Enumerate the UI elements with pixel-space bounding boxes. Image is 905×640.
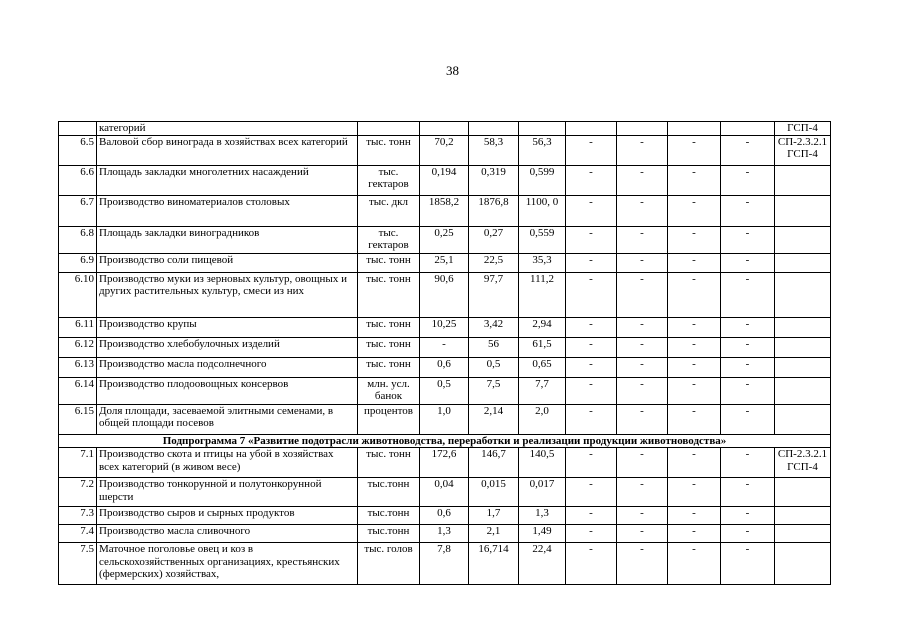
- dash-cell: -: [721, 165, 775, 195]
- dash-cell: -: [566, 337, 617, 357]
- value-cell: 1,3: [420, 525, 469, 543]
- row-number: 6.11: [59, 317, 97, 337]
- note-cell: [775, 195, 831, 226]
- unit-cell: тыс. тонн: [358, 317, 420, 337]
- value-cell: 90,6: [420, 272, 469, 317]
- value-cell: 1876,8: [469, 195, 519, 226]
- row-number: 7.2: [59, 478, 97, 507]
- indicator-name: Площадь закладки виноградников: [97, 226, 358, 253]
- note-cell: [775, 543, 831, 585]
- note-cell: [775, 253, 831, 272]
- dash-cell: [566, 122, 617, 136]
- table-row: [59, 195, 831, 226]
- value-cell: 146,7: [469, 448, 519, 478]
- dash-cell: [668, 122, 721, 136]
- unit-cell: тыс. тонн: [358, 253, 420, 272]
- value-cell: 0,599: [519, 165, 566, 195]
- value-cell: 0,04: [420, 478, 469, 507]
- value-cell: 0,6: [420, 507, 469, 525]
- dash-cell: -: [617, 377, 668, 404]
- table-row: [59, 317, 831, 337]
- unit-cell: тыс. тонн: [358, 337, 420, 357]
- dash-cell: -: [721, 195, 775, 226]
- dash-cell: -: [668, 253, 721, 272]
- row-number: 6.8: [59, 226, 97, 253]
- table-row: [59, 272, 831, 317]
- table-row: [59, 377, 831, 404]
- value-cell: 1,0: [420, 404, 469, 434]
- dash-cell: -: [668, 165, 721, 195]
- unit-cell: процентов: [358, 404, 420, 434]
- value-cell: 1,49: [519, 525, 566, 543]
- dash-cell: -: [721, 135, 775, 165]
- dash-cell: -: [721, 478, 775, 507]
- dash-cell: -: [566, 525, 617, 543]
- dash-cell: -: [668, 317, 721, 337]
- dash-cell: -: [617, 272, 668, 317]
- dash-cell: -: [617, 135, 668, 165]
- value-cell: 1100, 0: [519, 195, 566, 226]
- dash-cell: -: [668, 525, 721, 543]
- dash-cell: -: [617, 253, 668, 272]
- indicator-name: Валовой сбор винограда в хозяйствах всех категорий: [97, 135, 358, 165]
- indicator-name: Доля площади, засеваемой элитными семенами, в общей площади посевов: [97, 404, 358, 434]
- dash-cell: -: [668, 543, 721, 585]
- unit-cell: тыс. голов: [358, 543, 420, 585]
- value-cell: 0,65: [519, 357, 566, 377]
- table-row: [59, 507, 831, 525]
- dash-cell: -: [566, 543, 617, 585]
- value-cell: 7,5: [469, 377, 519, 404]
- dash-cell: -: [566, 135, 617, 165]
- row-number: 6.5: [59, 135, 97, 165]
- value-cell: 1,3: [519, 507, 566, 525]
- row-number: [59, 122, 97, 136]
- value-cell: 0,015: [469, 478, 519, 507]
- dash-cell: -: [668, 377, 721, 404]
- table-row: [59, 226, 831, 253]
- note-cell: [775, 272, 831, 317]
- row-number: 6.6: [59, 165, 97, 195]
- table-row: [59, 478, 831, 507]
- unit-cell: тыс. тонн: [358, 272, 420, 317]
- value-cell: [469, 122, 519, 136]
- table-row: [59, 165, 831, 195]
- subprogram-header-row: [59, 434, 831, 448]
- dash-cell: -: [566, 195, 617, 226]
- dash-cell: -: [617, 404, 668, 434]
- value-cell: 0,017: [519, 478, 566, 507]
- dash-cell: [617, 122, 668, 136]
- value-cell: 0,319: [469, 165, 519, 195]
- value-cell: 0,25: [420, 226, 469, 253]
- value-cell: 35,3: [519, 253, 566, 272]
- dash-cell: -: [721, 272, 775, 317]
- dash-cell: -: [566, 478, 617, 507]
- dash-cell: -: [721, 448, 775, 478]
- note-cell: [775, 165, 831, 195]
- dash-cell: -: [668, 226, 721, 253]
- row-number: 6.12: [59, 337, 97, 357]
- dash-cell: -: [566, 272, 617, 317]
- value-cell: [519, 122, 566, 136]
- table-row: [59, 543, 831, 585]
- dash-cell: -: [566, 448, 617, 478]
- dash-cell: -: [721, 357, 775, 377]
- value-cell: 70,2: [420, 135, 469, 165]
- value-cell: 0,559: [519, 226, 566, 253]
- value-cell: 0,27: [469, 226, 519, 253]
- table-row: [59, 357, 831, 377]
- row-number: 7.1: [59, 448, 97, 478]
- dash-cell: -: [617, 507, 668, 525]
- dash-cell: -: [566, 507, 617, 525]
- dash-cell: -: [617, 478, 668, 507]
- dash-cell: -: [721, 507, 775, 525]
- table-row: [59, 525, 831, 543]
- dash-cell: -: [668, 404, 721, 434]
- dash-cell: -: [721, 377, 775, 404]
- dash-cell: -: [617, 226, 668, 253]
- unit-cell: тыс. гектаров: [358, 226, 420, 253]
- table-row: [59, 404, 831, 434]
- note-cell: [775, 404, 831, 434]
- unit-cell: тыс.тонн: [358, 507, 420, 525]
- value-cell: 22,5: [469, 253, 519, 272]
- dash-cell: -: [617, 337, 668, 357]
- unit-cell: тыс.тонн: [358, 525, 420, 543]
- dash-cell: -: [566, 165, 617, 195]
- value-cell: 0,6: [420, 357, 469, 377]
- note-cell: СП-2.3.2.1 ГСП-4: [775, 448, 831, 478]
- indicator-name: Производство сыров и сырных продуктов: [97, 507, 358, 525]
- value-cell: 16,714: [469, 543, 519, 585]
- dash-cell: -: [617, 165, 668, 195]
- dash-cell: -: [721, 543, 775, 585]
- dash-cell: -: [668, 357, 721, 377]
- dash-cell: -: [721, 404, 775, 434]
- indicator-name: Производство муки из зерновых культур, овощных и других растительных культур, смеси из них: [97, 272, 358, 317]
- indicator-name: Производство плодоовощных консервов: [97, 377, 358, 404]
- indicator-name: Производство масла подсолнечного: [97, 357, 358, 377]
- row-number: 6.13: [59, 357, 97, 377]
- note-cell: СП-2.3.2.1 ГСП-4: [775, 135, 831, 165]
- unit-cell: тыс. тонн: [358, 357, 420, 377]
- page-number: 38: [446, 63, 459, 78]
- row-number: 7.4: [59, 525, 97, 543]
- dash-cell: -: [668, 448, 721, 478]
- row-number: 7.5: [59, 543, 97, 585]
- dash-cell: -: [617, 448, 668, 478]
- note-cell: [775, 478, 831, 507]
- indicator-name: Производство соли пищевой: [97, 253, 358, 272]
- note-cell: [775, 317, 831, 337]
- value-cell: [420, 122, 469, 136]
- value-cell: 97,7: [469, 272, 519, 317]
- table-row: [59, 253, 831, 272]
- unit-cell: тыс. гектаров: [358, 165, 420, 195]
- value-cell: 25,1: [420, 253, 469, 272]
- dash-cell: -: [566, 377, 617, 404]
- indicator-name: категорий: [97, 122, 358, 136]
- indicator-name: Производство тонкорунной и полутонкорунной шерсти: [97, 478, 358, 507]
- dash-cell: -: [721, 253, 775, 272]
- value-cell: -: [420, 337, 469, 357]
- dash-cell: -: [617, 195, 668, 226]
- note-cell: [775, 226, 831, 253]
- dash-cell: -: [721, 317, 775, 337]
- dash-cell: -: [566, 317, 617, 337]
- value-cell: 22,4: [519, 543, 566, 585]
- value-cell: 172,6: [420, 448, 469, 478]
- value-cell: 0,194: [420, 165, 469, 195]
- value-cell: 2,14: [469, 404, 519, 434]
- note-cell: [775, 377, 831, 404]
- indicator-name: Производство скота и птицы на убой в хозяйствах всех категорий (в живом весе): [97, 448, 358, 478]
- indicators-table: [58, 121, 831, 585]
- dash-cell: -: [668, 272, 721, 317]
- indicator-name: Площадь закладки многолетних насаждений: [97, 165, 358, 195]
- value-cell: 61,5: [519, 337, 566, 357]
- row-number: 6.14: [59, 377, 97, 404]
- value-cell: 56: [469, 337, 519, 357]
- dash-cell: -: [617, 525, 668, 543]
- note-cell: [775, 337, 831, 357]
- note-cell: ГСП-4: [775, 122, 831, 136]
- value-cell: 58,3: [469, 135, 519, 165]
- indicator-name: Производство крупы: [97, 317, 358, 337]
- dash-cell: -: [617, 543, 668, 585]
- value-cell: 2,0: [519, 404, 566, 434]
- note-cell: [775, 507, 831, 525]
- unit-cell: тыс.тонн: [358, 478, 420, 507]
- note-cell: [775, 357, 831, 377]
- value-cell: 0,5: [420, 377, 469, 404]
- value-cell: 0,5: [469, 357, 519, 377]
- dash-cell: [721, 122, 775, 136]
- row-number: 6.10: [59, 272, 97, 317]
- value-cell: 140,5: [519, 448, 566, 478]
- dash-cell: -: [566, 357, 617, 377]
- table-row: [59, 448, 831, 478]
- indicator-name: Производство виноматериалов столовых: [97, 195, 358, 226]
- row-number: 6.15: [59, 404, 97, 434]
- table-row: [59, 135, 831, 165]
- dash-cell: -: [566, 253, 617, 272]
- dash-cell: -: [668, 478, 721, 507]
- value-cell: 3,42: [469, 317, 519, 337]
- table-row: [59, 337, 831, 357]
- row-number: 7.3: [59, 507, 97, 525]
- row-number: 6.7: [59, 195, 97, 226]
- value-cell: 7,8: [420, 543, 469, 585]
- dash-cell: -: [721, 337, 775, 357]
- indicator-name: Производство хлебобулочных изделий: [97, 337, 358, 357]
- subprogram-7-title: Подпрограмма 7 «Развитие подотрасли животноводства, переработки и реализации продукции животноводства»: [59, 434, 831, 448]
- dash-cell: -: [721, 525, 775, 543]
- dash-cell: -: [617, 317, 668, 337]
- dash-cell: -: [668, 337, 721, 357]
- dash-cell: -: [721, 226, 775, 253]
- unit-cell: тыс. тонн: [358, 448, 420, 478]
- unit-cell: тыс. дкл: [358, 195, 420, 226]
- value-cell: 10,25: [420, 317, 469, 337]
- unit-cell: тыс. тонн: [358, 135, 420, 165]
- indicator-name: Производство масла сливочного: [97, 525, 358, 543]
- note-cell: [775, 525, 831, 543]
- dash-cell: -: [668, 195, 721, 226]
- unit-cell: [358, 122, 420, 136]
- value-cell: 1858,2: [420, 195, 469, 226]
- table-row: [59, 122, 831, 136]
- value-cell: 56,3: [519, 135, 566, 165]
- dash-cell: -: [566, 226, 617, 253]
- row-number: 6.9: [59, 253, 97, 272]
- value-cell: 111,2: [519, 272, 566, 317]
- indicator-name: Маточное поголовье овец и коз в сельскохозяйственных организациях, крестьянских (фермерских) хозяйствах,: [97, 543, 358, 585]
- dash-cell: -: [668, 507, 721, 525]
- unit-cell: млн. усл. банок: [358, 377, 420, 404]
- value-cell: 1,7: [469, 507, 519, 525]
- dash-cell: -: [668, 135, 721, 165]
- dash-cell: -: [566, 404, 617, 434]
- value-cell: 2,1: [469, 525, 519, 543]
- value-cell: 2,94: [519, 317, 566, 337]
- dash-cell: -: [617, 357, 668, 377]
- value-cell: 7,7: [519, 377, 566, 404]
